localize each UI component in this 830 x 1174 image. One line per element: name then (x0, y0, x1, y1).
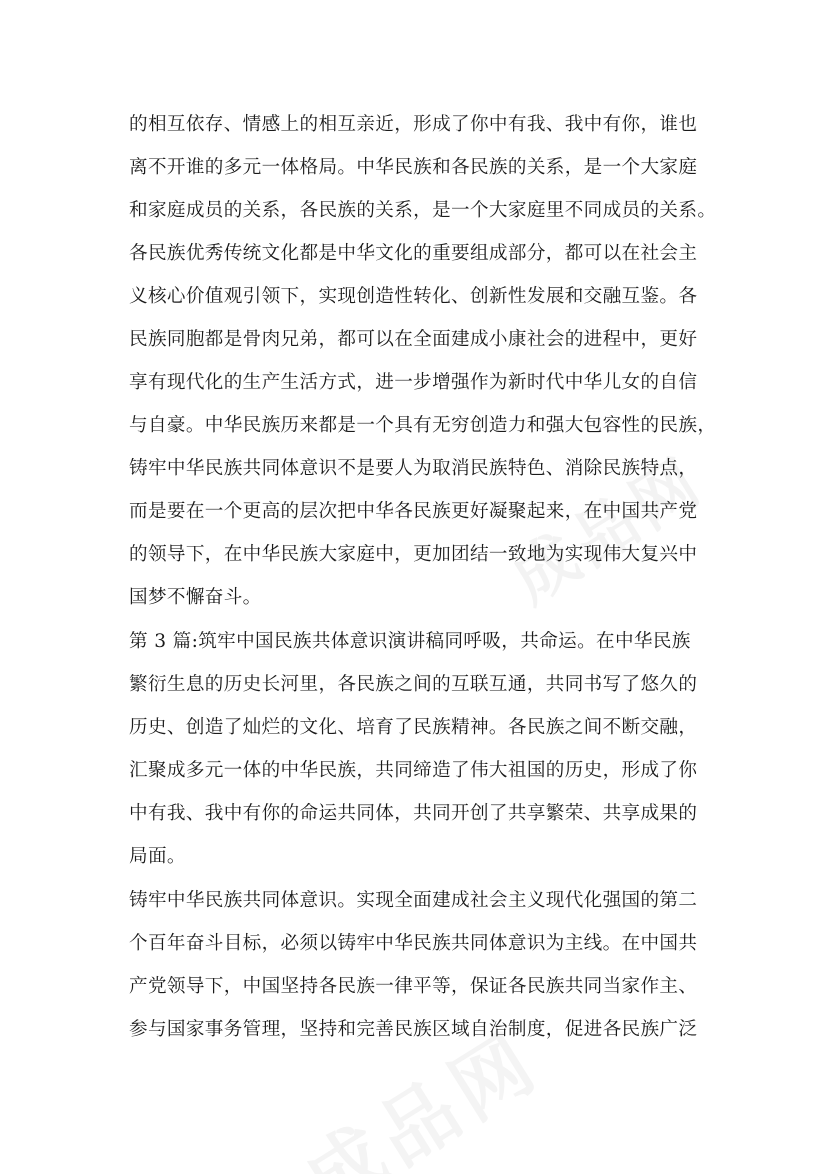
text-line: 享有现代化的生产生活方式，进一步增强作为新时代中华儿女的自信 (129, 372, 698, 393)
text-line: 民族同胞都是骨肉兄弟，都可以在全面建成小康社会的进程中，更好 (129, 329, 698, 350)
text-line: 离不开谁的多元一体格局。中华民族和各民族的关系，是一个大家庭 (129, 157, 698, 178)
text-line: 国梦不懈奋斗。 (129, 587, 262, 608)
text-line: 的领导下，在中华民族大家庭中，更加团结一致地为实现伟大复兴中 (129, 544, 698, 565)
text-line: 局面。 (129, 846, 186, 867)
text-line: 和家庭成员的关系，各民族的关系，是一个大家庭里不同成员的关系。 (129, 200, 717, 221)
text-line: 各民族优秀传统文化都是中华文化的重要组成部分，都可以在社会主 (129, 243, 698, 264)
text-line: 铸牢中华民族共同体意识不是要人为取消民族特色、消除民族特点， (129, 458, 698, 479)
text-line: 义核心价值观引领下，实现创造性转化、创新性发展和交融互鉴。各 (129, 286, 698, 307)
text-line: 而是要在一个更高的层次把中华各民族更好凝聚起来，在中国共产党 (129, 501, 698, 522)
text-line: 与自豪。中华民族历来都是一个具有无穷创造力和强大包容性的民族， (129, 415, 717, 436)
text-line: 的相互依存、情感上的相互亲近，形成了你中有我、我中有你，谁也 (129, 114, 698, 135)
text-line: 产党领导下，中国坚持各民族一律平等，保证各民族共同当家作主、 (129, 976, 698, 997)
text-line: 繁衍生息的历史长河里，各民族之间的互联互通，共同书写了悠久的 (129, 674, 698, 695)
text-line: 历史、创造了灿烂的文化、培育了民族精神。各民族之间不断交融， (129, 717, 698, 738)
text-line: 中有我、我中有你的命运共同体，共同开创了共享繁荣、共享成果的 (129, 803, 698, 824)
text-line: 铸牢中华民族共同体意识。实现全面建成社会主义现代化强国的第二 (129, 890, 698, 911)
text-line: 个百年奋斗目标，必须以铸牢中华民族共同体意识为主线。在中国共 (129, 933, 698, 954)
section-heading-line: 第 3 篇:筑牢中国民族共体意识演讲稿同呼吸，共命运。在中华民族 (129, 631, 691, 652)
text-line: 参与国家事务管理，坚持和完善民族区域自治制度，促进各民族广泛 (129, 1019, 698, 1040)
text-line: 汇聚成多元一体的中华民族，共同缔造了伟大祖国的历史，形成了你 (129, 760, 698, 781)
